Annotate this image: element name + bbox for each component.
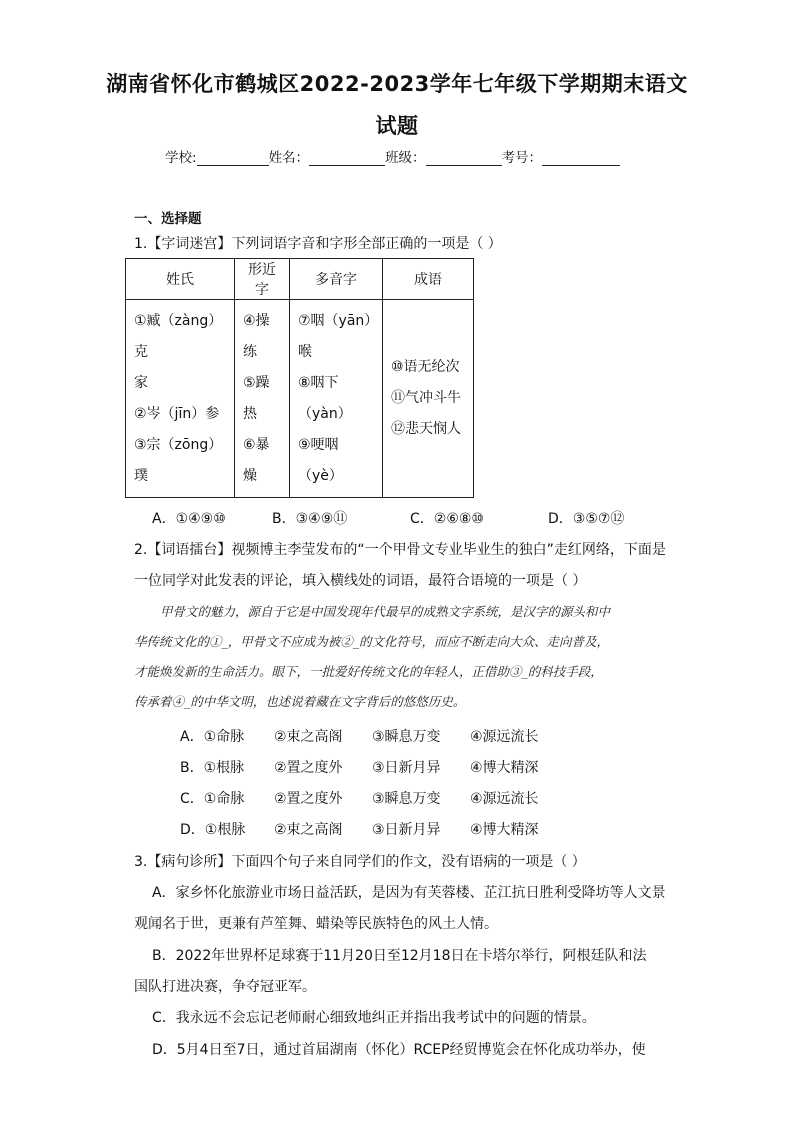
student-info-row — [165, 146, 620, 166]
q3-option-c[interactable]: C．我永远不会忘记老师耐心细致地纠正并指出我考试中的问题的情景。 — [152, 1010, 596, 1026]
q2-passage-line: 才能焕发新的生命活力。眼下，一批爱好传统文化的年轻人，正借助③_的科技手段， — [134, 664, 603, 679]
q1-stem: 1.【字词迷宫】下列词语字音和字形全部正确的一项是（ ） — [134, 236, 502, 252]
document-title-line2: 试题 — [375, 114, 419, 138]
cell-line: 喉 — [298, 343, 312, 360]
option-part: ④博大精深 — [470, 822, 539, 838]
option-part: ②置之度外 — [274, 760, 343, 776]
q1-option-c[interactable]: C．②⑥⑧⑩ — [410, 511, 484, 527]
q2-passage-line: 甲骨文的魅力，源自于它是中国发现年代最早的成熟文字系统，是汉字的源头和中 — [160, 604, 611, 619]
cell-line: ④操 — [243, 312, 270, 329]
q2-option-a[interactable] — [180, 726, 539, 746]
option-part: ④源远流长 — [470, 791, 539, 807]
class-blank[interactable] — [426, 151, 502, 166]
cell-line: ②岑（jīn）参 — [134, 405, 220, 422]
exam-no-label: 考号： — [501, 150, 543, 166]
cell-line: ⑧咽下（yàn） — [298, 374, 352, 422]
cell-line: ⑤躁 — [243, 374, 270, 391]
q2-stem-line1: 2.【词语擂台】视频博主李莹发布的“一个甲骨文专业毕业生的独白”走红网络，下面是 — [134, 542, 666, 558]
cell-line: ⑦咽（yān） — [298, 312, 379, 329]
q3-option-a-cont: 观闻名于世，更兼有芦笙舞、蜡染等民族特色的风土人情。 — [134, 916, 498, 932]
name-label: 姓名： — [268, 150, 310, 166]
option-part: ③瞬息万变 — [372, 791, 441, 807]
q3-option-b-cont: 国队打进决赛，争夺冠亚军。 — [134, 979, 316, 995]
document-title-line1: 湖南省怀化市鹤城区2022-2023学年七年级下学期期末语文 — [106, 72, 688, 96]
q3-option-d[interactable]: D．5月4日至7日，通过首届湖南（怀化）RCEP经贸博览会在怀化成功举办，使 — [152, 1042, 646, 1058]
q1-option-a[interactable]: A．①④⑨⑩ — [152, 511, 226, 527]
q2-option-b[interactable] — [180, 757, 539, 777]
option-part: D．①根脉 — [180, 822, 246, 838]
option-part: ②置之度外 — [274, 791, 343, 807]
q1-option-b[interactable]: B．③④⑨⑪ — [272, 511, 348, 527]
option-part: ③日新月异 — [372, 760, 441, 776]
header-surname: 姓氏 — [126, 259, 235, 300]
q3-stem: 3.【病句诊所】下面四个句子来自同学们的作文，没有语病的一项是（ ） — [134, 854, 586, 870]
q2-option-c[interactable] — [180, 788, 539, 808]
option-part: ②束之高阁 — [274, 822, 343, 838]
cell-line: ⑫悲天悯人 — [391, 421, 461, 437]
option-part: ③瞬息万变 — [372, 729, 441, 745]
cell-line: 热 — [243, 405, 257, 422]
option-part: ④博大精深 — [470, 760, 539, 776]
cell-line: 燥 — [243, 467, 257, 484]
header-idiom: 成语 — [383, 259, 474, 300]
exam-no-blank[interactable] — [542, 151, 620, 166]
cell-line: ①臧（zàng）克 — [134, 312, 223, 360]
name-blank[interactable] — [309, 151, 385, 166]
q2-option-d[interactable] — [180, 819, 539, 839]
cell-polyphone — [290, 300, 383, 498]
q3-option-b[interactable]: B．2022年世界杯足球赛于11月20日至12月18日在卡塔尔举行，阿根廷队和法 — [152, 948, 647, 964]
option-part: C．①命脉 — [180, 791, 245, 807]
option-part: ②束之高阁 — [274, 729, 343, 745]
q2-passage-line: 传承着④_的中华文明，也述说着藏在文字背后的悠悠历史。 — [134, 694, 466, 709]
cell-line: ⑩语无纶次 — [391, 359, 460, 375]
q1-table — [125, 258, 474, 498]
option-part: B．①根脉 — [180, 760, 245, 776]
q1-option-d[interactable]: D．③⑤⑦⑫ — [548, 511, 625, 527]
class-label: 班级： — [385, 150, 426, 166]
school-label: 学校: — [165, 150, 197, 166]
cell-line: 家 — [134, 374, 148, 391]
option-part: ④源远流长 — [470, 729, 539, 745]
cell-line: ⑪气冲斗牛 — [391, 390, 461, 406]
option-part: A．①命脉 — [180, 729, 245, 745]
school-blank[interactable] — [197, 151, 269, 166]
option-part: ③日新月异 — [372, 822, 441, 838]
cell-line: ③宗（zōng）璞 — [134, 436, 223, 484]
q2-stem-line2: 一位同学对此发表的评论，填入横线处的词语，最符合语境的一项是（ ） — [134, 573, 587, 589]
cell-similar-chars — [235, 300, 290, 498]
cell-line: 练 — [243, 343, 257, 360]
q2-passage-line: 华传统文化的①_，甲骨文不应成为被②_的文化符号，而应不断走向大众、走向普及， — [134, 634, 610, 649]
q3-option-a[interactable]: A．家乡怀化旅游业市场日益活跃，是因为有芙蓉楼、芷江抗日胜利受降坊等人文景 — [152, 885, 666, 901]
cell-surname — [126, 300, 235, 498]
header-polyphone: 多音字 — [290, 259, 383, 300]
cell-idiom — [383, 300, 474, 498]
header-similar-chars: 形近字 — [235, 259, 290, 300]
section-heading: 一、选择题 — [134, 211, 202, 227]
cell-line: ⑨哽咽（yè） — [298, 436, 343, 484]
cell-line: ⑥暴 — [243, 436, 270, 453]
